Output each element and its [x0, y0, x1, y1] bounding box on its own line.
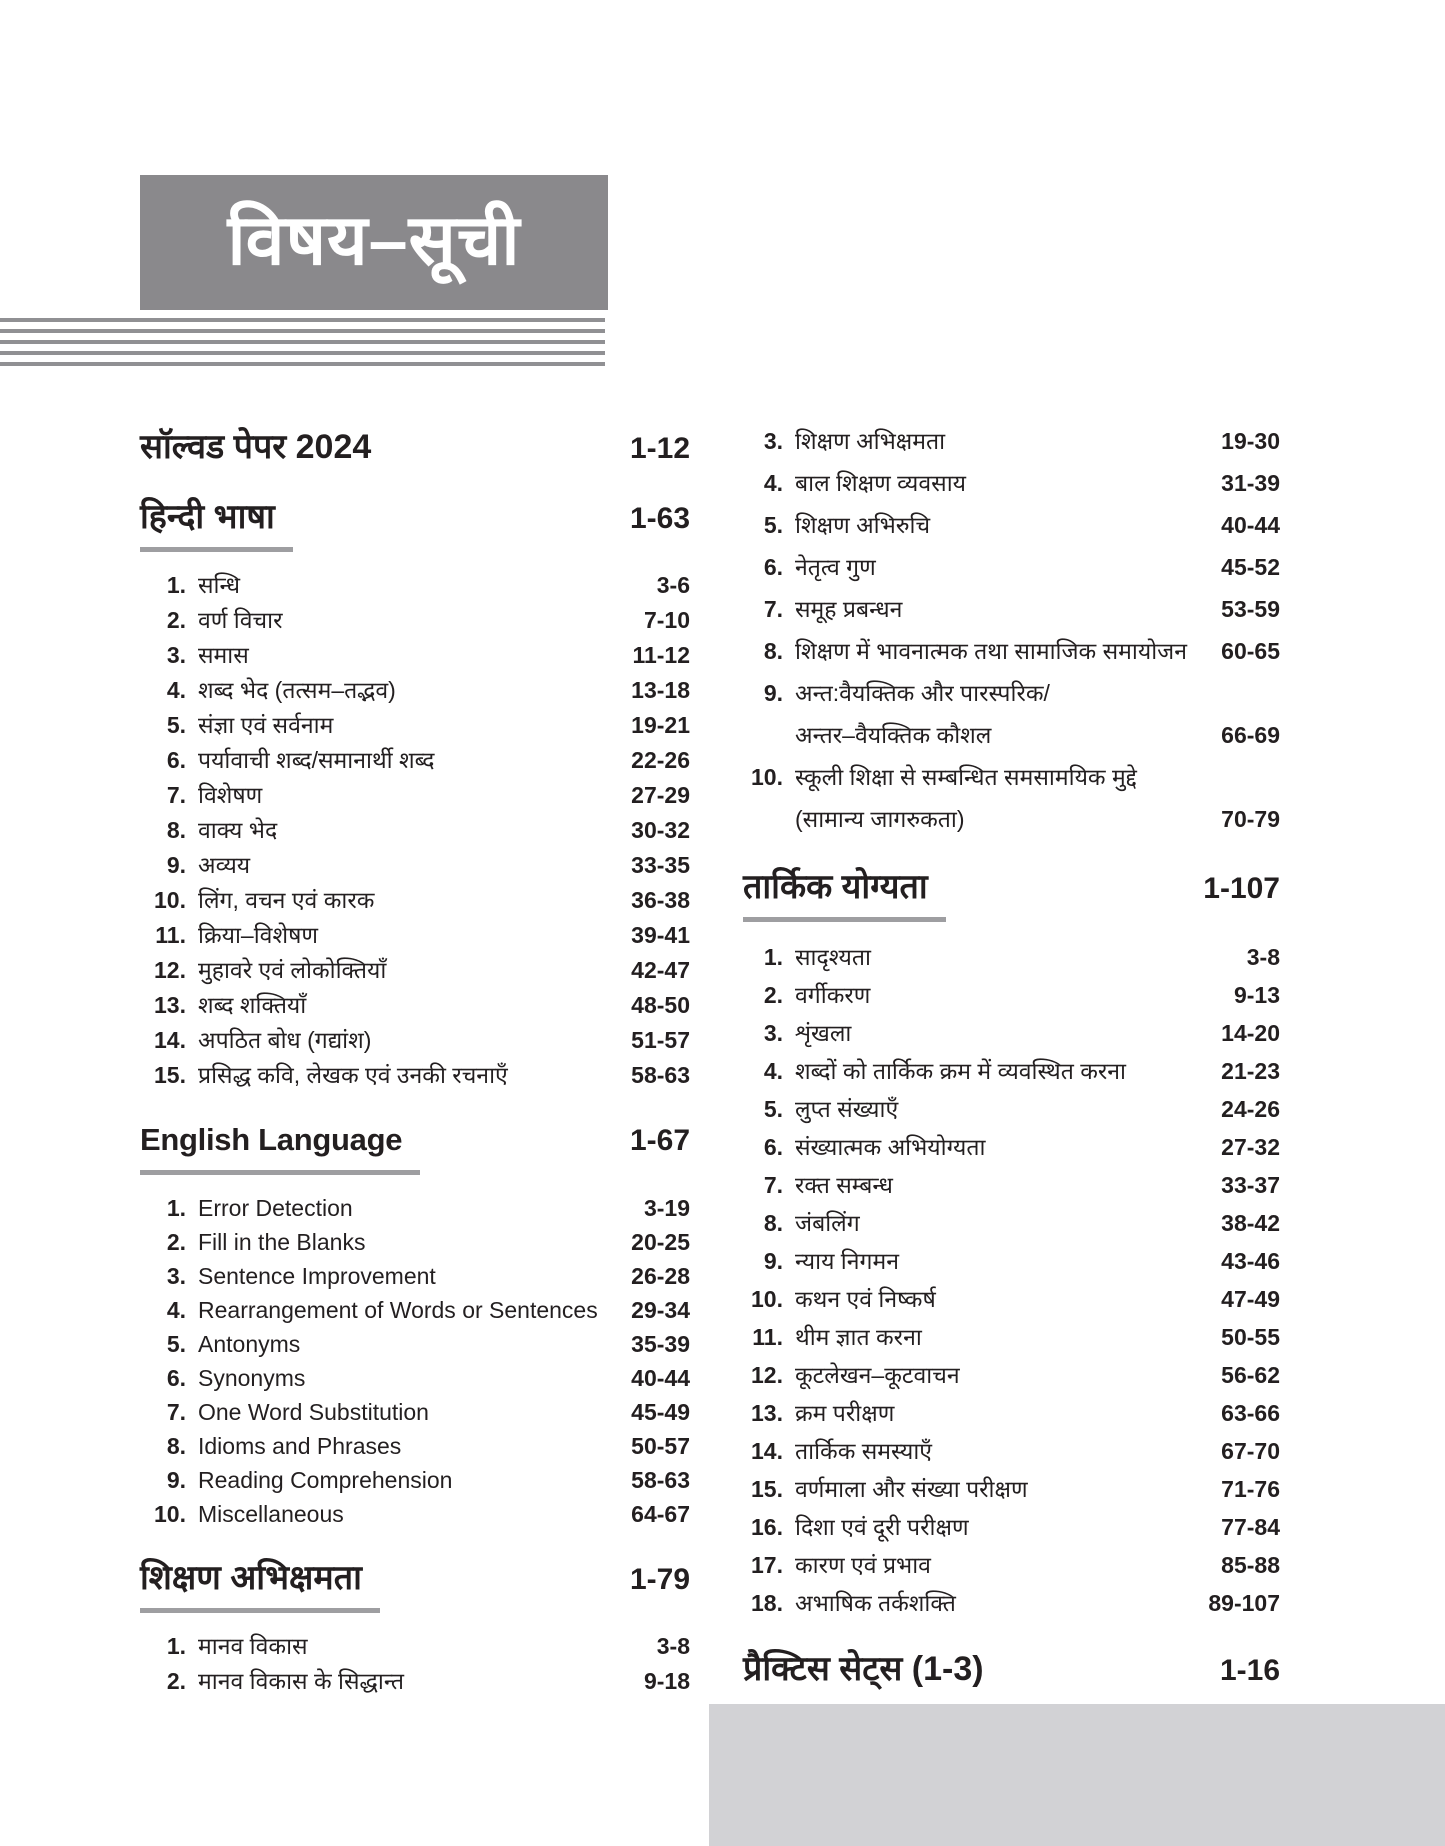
toc-item: [140, 1293, 690, 1327]
item-title: विशेषण: [198, 782, 263, 808]
item-title: दिशा एवं दूरी परीक्षण: [795, 1514, 969, 1540]
toc-item: [140, 1361, 690, 1395]
item-pages: 36-38: [631, 887, 690, 913]
toc-item: [743, 462, 1280, 504]
item-pages: 51-57: [631, 1027, 690, 1053]
item-pages: 19-30: [1221, 428, 1280, 454]
item-number: 10.: [751, 764, 783, 790]
item-number: 8.: [166, 1433, 186, 1459]
toc-item: [140, 1629, 690, 1664]
toc-item: [743, 672, 1280, 714]
item-title: वर्गीकरण: [795, 982, 871, 1008]
item-pages: 45-52: [1221, 554, 1280, 580]
item-number: 6.: [763, 1134, 783, 1160]
item-number: 15.: [751, 1476, 783, 1502]
page-title: विषय–सूची: [227, 200, 521, 279]
item-pages: 48-50: [631, 992, 690, 1018]
item-title: कूटलेखन–कूटवाचन: [795, 1362, 960, 1388]
item-number: 5.: [763, 1096, 783, 1122]
item-number: 4.: [763, 1058, 783, 1084]
item-title: (सामान्य जागरुकता): [795, 806, 965, 832]
item-number: 2.: [763, 982, 783, 1008]
toc-item: [743, 976, 1280, 1014]
item-pages: 38-42: [1221, 1210, 1280, 1236]
toc-item: [743, 1394, 1280, 1432]
toc-item: [140, 673, 690, 708]
item-number: 11.: [752, 1324, 783, 1350]
decorative-stripe: [0, 362, 605, 366]
item-number: 17.: [751, 1552, 783, 1578]
item-number: 9.: [166, 852, 186, 878]
item-title: Synonyms: [198, 1365, 306, 1391]
item-number: 18.: [751, 1590, 783, 1616]
item-title: क्रिया–विशेषण: [198, 922, 319, 948]
section-pages: 1-12: [629, 432, 690, 465]
toc-item: [743, 1546, 1280, 1584]
item-pages: 43-46: [1221, 1248, 1280, 1274]
item-number: 1.: [166, 1195, 186, 1221]
item-pages: 63-66: [1221, 1400, 1280, 1426]
section-title: हिन्दी भाषा: [140, 494, 293, 552]
item-title: वर्ण विचार: [198, 607, 283, 633]
item-title: Rearrangement of Words or Sentences: [198, 1297, 598, 1323]
item-pages: 27-29: [631, 782, 690, 808]
decorative-bottom-rectangle: [709, 1704, 1445, 1846]
toc-item: [743, 1432, 1280, 1470]
item-pages: 3-8: [656, 1633, 690, 1659]
item-title: Error Detection: [198, 1195, 353, 1221]
toc-section-header: [140, 424, 690, 470]
item-title: नेतृत्व गुण: [795, 554, 876, 580]
toc-section-header: [743, 864, 1280, 922]
section-title: प्रैक्टिस सेट्स (1-3): [743, 1650, 984, 1688]
item-title: मुहावरे एवं लोकोक्तियाँ: [198, 957, 387, 983]
item-number: 2.: [166, 607, 186, 633]
item-number: 5.: [166, 1331, 186, 1357]
item-number: 14.: [751, 1438, 783, 1464]
toc-item: [140, 1327, 690, 1361]
toc-item: [140, 1497, 690, 1531]
toc-item: [743, 1204, 1280, 1242]
item-title: मानव विकास: [198, 1633, 308, 1659]
toc-item: [140, 1664, 690, 1699]
toc-item: [743, 546, 1280, 588]
toc-item: [140, 568, 690, 603]
toc-item: [140, 988, 690, 1023]
decorative-stripe: [0, 340, 605, 344]
item-number: 1.: [763, 944, 783, 970]
item-title: शृंखला: [795, 1020, 852, 1046]
item-pages: 14-20: [1221, 1020, 1280, 1046]
item-number: 3.: [166, 1263, 186, 1289]
item-number: 8.: [763, 638, 783, 664]
item-pages: 22-26: [631, 747, 690, 773]
toc-section-header: [140, 494, 690, 552]
item-number: 1.: [166, 572, 186, 598]
item-number: 7.: [763, 1172, 783, 1198]
toc-item: [140, 603, 690, 638]
item-pages: 7-10: [643, 607, 690, 633]
item-pages: 19-21: [631, 712, 690, 738]
toc-item: [140, 1463, 690, 1497]
item-title: क्रम परीक्षण: [795, 1400, 895, 1426]
toc-item: [743, 1128, 1280, 1166]
item-pages: 40-44: [1221, 512, 1280, 538]
item-title: अन्त:वैयक्तिक और पारस्परिक/: [795, 680, 1050, 706]
toc-item: [743, 756, 1280, 798]
toc-section-header: [140, 1555, 690, 1613]
toc-item: [743, 1242, 1280, 1280]
item-pages: 66-69: [1221, 722, 1280, 748]
toc-item: [743, 1508, 1280, 1546]
item-pages: 67-70: [1221, 1438, 1280, 1464]
toc-section-header: [743, 1646, 1280, 1692]
toc-item: [140, 1023, 690, 1058]
item-title: वाक्य भेद: [198, 817, 278, 843]
item-title: संख्यात्मक अभियोग्यता: [795, 1134, 986, 1160]
item-pages: 9-13: [1233, 982, 1280, 1008]
item-title: अन्तर–वैयक्तिक कौशल: [795, 722, 992, 748]
toc-item: [140, 1191, 690, 1225]
item-number: 4.: [166, 677, 186, 703]
toc-item: [743, 714, 1280, 756]
item-pages: 29-34: [631, 1297, 690, 1323]
item-number: 5.: [763, 512, 783, 538]
item-pages: 50-57: [631, 1433, 690, 1459]
item-title: शिक्षण अभिरुचि: [795, 512, 931, 538]
item-title: संज्ञा एवं सर्वनाम: [198, 712, 334, 738]
item-number: 1.: [166, 1633, 186, 1659]
item-pages: 26-28: [631, 1263, 690, 1289]
section-pages: 1-67: [629, 1124, 690, 1157]
toc-item: [140, 638, 690, 673]
item-pages: 50-55: [1221, 1324, 1280, 1350]
item-pages: 31-39: [1221, 470, 1280, 496]
item-number: 9.: [763, 1248, 783, 1274]
toc-item: [140, 883, 690, 918]
item-title: अपठित बोध (गद्यांश): [198, 1027, 372, 1053]
item-pages: 45-49: [631, 1399, 690, 1425]
toc-item: [743, 1014, 1280, 1052]
item-pages: 27-32: [1221, 1134, 1280, 1160]
toc-column-right: [743, 420, 1280, 1708]
item-title: Antonyms: [198, 1331, 301, 1357]
toc-item: [140, 848, 690, 883]
decorative-stripe: [0, 318, 605, 322]
item-number: 2.: [166, 1668, 186, 1694]
toc-item: [140, 1058, 690, 1093]
toc-item: [140, 1395, 690, 1429]
item-number: 3.: [763, 428, 783, 454]
item-pages: 77-84: [1221, 1514, 1280, 1540]
item-pages: 3-19: [643, 1195, 690, 1221]
item-pages: 60-65: [1221, 638, 1280, 664]
item-pages: 39-41: [631, 922, 690, 948]
item-title: मानव विकास के सिद्धान्त: [198, 1668, 405, 1694]
item-number: 10.: [154, 1501, 186, 1527]
page-title-banner: [140, 175, 608, 310]
item-pages: 9-18: [643, 1668, 690, 1694]
item-number: 3.: [166, 642, 186, 668]
section-pages: 1-79: [629, 1563, 690, 1596]
toc-item: [743, 1052, 1280, 1090]
item-number: 6.: [166, 747, 186, 773]
item-number: 7.: [763, 596, 783, 622]
item-number: 13.: [154, 992, 186, 1018]
item-pages: 58-63: [631, 1062, 690, 1088]
item-number: 2.: [166, 1229, 186, 1255]
item-number: 8.: [166, 817, 186, 843]
item-title: शब्दों को तार्किक क्रम में व्यवस्थित करना: [795, 1058, 1126, 1084]
toc-item-group: [743, 420, 1280, 840]
item-title: स्कूली शिक्षा से सम्बन्धित समसामयिक मुद्दे: [795, 764, 1137, 790]
section-title: शिक्षण अभिक्षमता: [140, 1555, 380, 1613]
toc-item: [743, 1584, 1280, 1622]
decorative-stripes: [0, 318, 605, 366]
item-pages: 3-8: [1246, 944, 1280, 970]
item-title: समास: [198, 642, 249, 668]
item-pages: 56-62: [1221, 1362, 1280, 1388]
item-number: 4.: [166, 1297, 186, 1323]
item-title: लुप्त संख्याएँ: [795, 1096, 899, 1122]
decorative-stripe: [0, 351, 605, 355]
item-title: Fill in the Blanks: [198, 1229, 366, 1255]
item-title: One Word Substitution: [198, 1399, 429, 1425]
item-title: थीम ज्ञात करना: [795, 1324, 922, 1350]
item-pages: 42-47: [631, 957, 690, 983]
item-number: 5.: [166, 712, 186, 738]
item-number: 7.: [166, 1399, 186, 1425]
item-pages: 30-32: [631, 817, 690, 843]
item-number: 10.: [751, 1286, 783, 1312]
item-pages: 89-107: [1208, 1590, 1280, 1616]
toc-item-group: [140, 568, 690, 1093]
toc-item: [743, 630, 1280, 672]
item-number: 12.: [154, 957, 186, 983]
item-pages: 70-79: [1221, 806, 1280, 832]
item-pages: 20-25: [631, 1229, 690, 1255]
item-title: पर्यावाची शब्द/समानार्थी शब्द: [198, 747, 435, 773]
section-pages: 1-63: [629, 502, 690, 535]
toc-item: [140, 953, 690, 988]
section-title: English Language: [140, 1117, 420, 1175]
item-pages: 71-76: [1221, 1476, 1280, 1502]
item-title: कथन एवं निष्कर्ष: [795, 1286, 936, 1312]
toc-column-left: [140, 424, 690, 1699]
item-title: Sentence Improvement: [198, 1263, 436, 1289]
item-title: जंबलिंग: [795, 1210, 860, 1236]
item-title: अव्यय: [198, 852, 251, 878]
item-title: शिक्षण में भावनात्मक तथा सामाजिक समायोजन: [795, 638, 1187, 664]
item-title: लिंग, वचन एवं कारक: [198, 887, 375, 913]
item-number: 6.: [763, 554, 783, 580]
item-title: शब्द शक्तियाँ: [198, 992, 307, 1018]
item-pages: 21-23: [1221, 1058, 1280, 1084]
item-title: प्रसिद्ध कवि, लेखक एवं उनकी रचनाएँ: [198, 1062, 508, 1088]
item-pages: 33-37: [1221, 1172, 1280, 1198]
toc-item: [743, 1280, 1280, 1318]
decorative-stripe: [0, 329, 605, 333]
item-title: तार्किक समस्याएँ: [795, 1438, 933, 1464]
item-title: शब्द भेद (तत्सम–तद्भव): [198, 677, 396, 703]
item-number: 4.: [763, 470, 783, 496]
item-pages: 24-26: [1221, 1096, 1280, 1122]
toc-item: [743, 1356, 1280, 1394]
item-number: 13.: [751, 1400, 783, 1426]
item-title: समूह प्रबन्धन: [795, 596, 903, 622]
toc-item: [743, 798, 1280, 840]
item-number: 6.: [166, 1365, 186, 1391]
item-pages: 64-67: [631, 1501, 690, 1527]
item-pages: 3-6: [656, 572, 690, 598]
item-title: शिक्षण अभिक्षमता: [795, 428, 946, 454]
toc-item: [140, 708, 690, 743]
toc-item: [743, 420, 1280, 462]
toc-item: [140, 918, 690, 953]
item-number: 7.: [166, 782, 186, 808]
item-title: अभाषिक तर्कशक्ति: [795, 1590, 956, 1616]
item-number: 9.: [166, 1467, 186, 1493]
section-pages: 1-16: [1219, 1654, 1280, 1687]
item-pages: 33-35: [631, 852, 690, 878]
toc-item-group: [743, 938, 1280, 1622]
item-number: 16.: [751, 1514, 783, 1540]
item-pages: 35-39: [631, 1331, 690, 1357]
item-number: 14.: [154, 1027, 186, 1053]
item-number: 15.: [154, 1062, 186, 1088]
item-title: Miscellaneous: [198, 1501, 344, 1527]
item-pages: 13-18: [631, 677, 690, 703]
toc-item: [140, 813, 690, 848]
item-pages: 85-88: [1221, 1552, 1280, 1578]
toc-item: [743, 1090, 1280, 1128]
section-title: सॉल्वड पेपर 2024: [140, 428, 372, 466]
item-number: 12.: [751, 1362, 783, 1388]
item-pages: 47-49: [1221, 1286, 1280, 1312]
toc-item: [140, 1259, 690, 1293]
toc-item: [140, 1225, 690, 1259]
item-title: सन्धि: [198, 572, 241, 598]
toc-item: [743, 938, 1280, 976]
toc-item: [743, 1318, 1280, 1356]
item-number: 8.: [763, 1210, 783, 1236]
item-pages: 53-59: [1221, 596, 1280, 622]
toc-item: [743, 504, 1280, 546]
item-number: 11.: [155, 922, 186, 948]
item-title: वर्णमाला और संख्या परीक्षण: [795, 1476, 1028, 1502]
toc-item: [140, 1429, 690, 1463]
item-number: 3.: [763, 1020, 783, 1046]
item-pages: 58-63: [631, 1467, 690, 1493]
toc-item-group: [140, 1629, 690, 1699]
toc-item: [140, 778, 690, 813]
item-title: Reading Comprehension: [198, 1467, 453, 1493]
item-title: न्याय निगमन: [795, 1248, 900, 1274]
item-pages: 40-44: [631, 1365, 690, 1391]
toc-item: [743, 1166, 1280, 1204]
section-title: तार्किक योग्यता: [743, 864, 946, 922]
toc-section-header: [140, 1117, 690, 1175]
item-title: Idioms and Phrases: [198, 1433, 402, 1459]
item-pages: 11-12: [632, 642, 690, 668]
toc-item: [743, 588, 1280, 630]
item-title: रक्त सम्बन्ध: [795, 1172, 893, 1198]
item-title: कारण एवं प्रभाव: [795, 1552, 931, 1578]
toc-item: [140, 743, 690, 778]
item-title: सादृश्यता: [795, 944, 871, 970]
item-number: 10.: [154, 887, 186, 913]
toc-item-group: [140, 1191, 690, 1531]
toc-item: [743, 1470, 1280, 1508]
section-pages: 1-107: [1203, 872, 1280, 905]
item-number: 9.: [763, 680, 783, 706]
item-title: बाल शिक्षण व्यवसाय: [795, 470, 967, 496]
